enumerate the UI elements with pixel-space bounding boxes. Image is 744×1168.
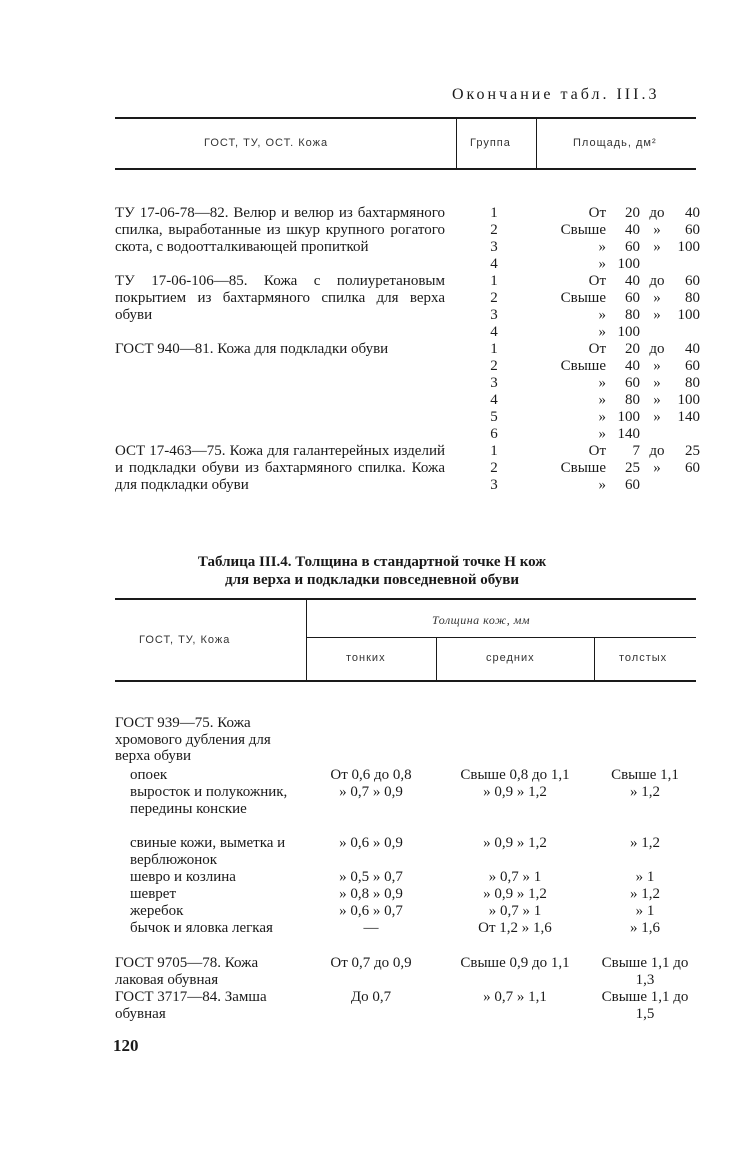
table1-to-cell: » (653, 375, 661, 391)
table2-thin-cell: От 0,7 до 0,9 (330, 955, 412, 971)
continuation-label: Окончание табл. III.3 (452, 86, 660, 103)
table2-header-medium: средних (486, 652, 535, 664)
table1-description: ТУ 17-06-78—82. Велюр и велюр из бахтармяного спилка, выработанные из шкур крупного рогатого скота, с водоотталкивающей пропиткой (115, 205, 445, 255)
table2-standard-label: ГОСТ 3717—84. Замша обувная (115, 989, 267, 1022)
table1-value-cell: 60 (625, 290, 640, 306)
table1-to-cell: » (653, 307, 661, 323)
table1-value-cell: 40 (625, 358, 640, 374)
table1-value-cell: 60 (685, 222, 700, 238)
table2-thick-cell: » 1,6 (630, 920, 660, 936)
table1-description: ГОСТ 940—81. Кожа для подкладки обуви (115, 341, 389, 357)
table2-top-rule (115, 598, 696, 600)
table1-value-cell: 60 (625, 375, 640, 391)
table1-from-cell: » (598, 409, 606, 425)
table1-value-cell: 80 (685, 290, 700, 306)
table2-thick-cell: » 1,2 (630, 835, 660, 851)
table1-value-cell: 140 (617, 426, 640, 442)
table2-header-gost: ГОСТ, ТУ, Кожа (139, 634, 231, 646)
table1-group-cell: 2 (490, 290, 498, 306)
table2-thin-cell: » 0,6 » 0,7 (339, 903, 403, 919)
table1-from-cell: » (598, 392, 606, 408)
table1-value-cell: 40 (625, 222, 640, 238)
table1-to-cell: » (653, 409, 661, 425)
table1-group-cell: 1 (490, 341, 498, 357)
table2-thin-cell: — (363, 920, 379, 936)
table1-from-cell: » (598, 307, 606, 323)
table1-value-cell: 40 (625, 273, 640, 289)
table2-thin-cell: До 0,7 (350, 989, 392, 1005)
table1-group-cell: 5 (490, 409, 498, 425)
table1-value-cell: 20 (625, 205, 640, 221)
table1-value-cell: 60 (625, 477, 640, 493)
table1-value-cell: 100 (617, 324, 640, 340)
table1-to-cell: до (649, 443, 665, 459)
table1-from-cell: От (588, 341, 606, 357)
table2-thick-cell: » 1,2 (630, 886, 660, 902)
table1-from-cell: Свыше (560, 290, 606, 306)
table1-from-cell: От (588, 205, 606, 221)
table1-group-cell: 4 (490, 256, 498, 272)
table1-value-cell: 80 (625, 392, 640, 408)
table2-thick-cell: » 1 (635, 869, 655, 885)
table1-from-cell: Свыше (560, 460, 606, 476)
table1-group-cell: 1 (490, 443, 498, 459)
table1-group-cell: 3 (490, 375, 498, 391)
table1-to-cell: » (653, 358, 661, 374)
table2-row-label: свиные кожи, выметка и верблюжонок (130, 835, 286, 868)
table2-medium-cell: » 0,9 » 1,2 (483, 835, 547, 851)
table1-value-cell: 25 (685, 443, 700, 459)
table1-from-cell: » (598, 256, 606, 272)
table1-value-cell: 100 (617, 256, 640, 272)
table1-top-rule (115, 117, 696, 119)
table2-thin-cell: » 0,5 » 0,7 (339, 869, 403, 885)
table1-header-gost: ГОСТ, ТУ, ОСТ. Кожа (204, 137, 329, 149)
table1-group-cell: 4 (490, 324, 498, 340)
table2-header-thick: толстых (619, 652, 668, 664)
table1-group-cell: 3 (490, 239, 498, 255)
table2-medium-cell: От 1,2 » 1,6 (478, 920, 552, 936)
table1-to-cell: до (649, 273, 665, 289)
table1-to-cell: до (649, 341, 665, 357)
table1-value-cell: 40 (685, 341, 700, 357)
table1-from-cell: » (598, 324, 606, 340)
table2-subheader-rule (306, 637, 696, 638)
table1-group-cell: 4 (490, 392, 498, 408)
table1-value-cell: 60 (685, 358, 700, 374)
table2-medium-cell: Свыше 0,8 до 1,1 (460, 767, 570, 783)
table1-description: ТУ 17-06-106—85. Кожа с полиуретановым покрытием из бахтармяного спилка для верха обуви (115, 273, 445, 323)
table1-value-cell: 60 (685, 460, 700, 476)
table1-from-cell: От (588, 443, 606, 459)
table2-row-label: бычок и яловка легкая (130, 920, 273, 936)
table1-from-cell: От (588, 273, 606, 289)
table2-medium-cell: » 0,9 » 1,2 (483, 784, 547, 800)
table1-header-rule (115, 168, 696, 170)
table2-thick-cell: Свыше 1,1 (611, 767, 679, 783)
table1-group-cell: 1 (490, 205, 498, 221)
table1-group-cell: 6 (490, 426, 498, 442)
table1-header-group: Группа (470, 137, 511, 149)
table1-from-cell: Свыше (560, 358, 606, 374)
table1-value-cell: 80 (625, 307, 640, 323)
table2-col-divider (594, 638, 595, 680)
table1-description: ОСТ 17-463—75. Кожа для галантерейных изделий и подкладки обуви из бахтармяного спилка. Кожа для подкладки обуви (115, 443, 445, 493)
table1-value-cell: 60 (685, 273, 700, 289)
table2-row-label: шевро и козлина (130, 869, 236, 885)
table1-to-cell: » (653, 392, 661, 408)
table1-to-cell: » (653, 290, 661, 306)
table1-value-cell: 80 (685, 375, 700, 391)
table1-group-cell: 3 (490, 307, 498, 323)
table2-standard-label: ГОСТ 9705—78. Кожа лаковая обувная (115, 955, 259, 988)
table2-medium-cell: » 0,7 » 1 (488, 903, 542, 919)
table1-group-cell: 3 (490, 477, 498, 493)
table2-header-thickness: Толщина кож, мм (432, 613, 531, 627)
table1-value-cell: 25 (625, 460, 640, 476)
table1-value-cell: 100 (677, 239, 700, 255)
table1-col-divider (456, 119, 457, 168)
table2-row-label: шеврет (130, 886, 177, 902)
table1-to-cell: » (653, 239, 661, 255)
table2-thick-cell: » 1 (635, 903, 655, 919)
table1-group-cell: 2 (490, 222, 498, 238)
table2-thin-cell: От 0,6 до 0,8 (330, 767, 412, 783)
table1-to-cell: » (653, 460, 661, 476)
table2-medium-cell: » 0,7 » 1,1 (483, 989, 547, 1005)
page-number: 120 (113, 1036, 139, 1055)
table2-title: Таблица III.4. Толщина в стандартной точке Н кож (197, 554, 547, 570)
table1-to-cell: до (649, 205, 665, 221)
table1-value-cell: 7 (632, 443, 640, 459)
table2-col-divider (436, 638, 437, 680)
table1-col-divider (536, 119, 537, 168)
table2-thick-cell: » 1,2 (630, 784, 660, 800)
table1-header-area: Площадь, дм² (573, 137, 657, 149)
table1-group-cell: 1 (490, 273, 498, 289)
table2-thick-cell: Свыше 1,1 до 1,3 (601, 955, 689, 988)
table2-row-label: жеребок (130, 903, 184, 919)
table2-col-divider (306, 600, 307, 680)
table2-thin-cell: » 0,6 » 0,9 (339, 835, 403, 851)
table2-subtitle: для верха и подкладки повседневной обуви (225, 572, 519, 588)
table2-row-label: выросток и полукожник, передины конские (130, 784, 288, 817)
table2-group-title: ГОСТ 939—75. Кожа хромового дубления для верха обуви (115, 715, 271, 764)
table2-medium-cell: » 0,9 » 1,2 (483, 886, 547, 902)
table2-medium-cell: Свыше 0,9 до 1,1 (460, 955, 570, 971)
table2-header-thin: тонких (346, 652, 386, 664)
table2-row-label: опоек (130, 767, 168, 783)
table1-to-cell: » (653, 222, 661, 238)
table1-from-cell: Свыше (560, 222, 606, 238)
table1-value-cell: 140 (677, 409, 700, 425)
table1-value-cell: 40 (685, 205, 700, 221)
table2-medium-cell: » 0,7 » 1 (488, 869, 542, 885)
table1-value-cell: 60 (625, 239, 640, 255)
table1-value-cell: 100 (617, 409, 640, 425)
table1-from-cell: » (598, 426, 606, 442)
table2-thin-cell: » 0,8 » 0,9 (339, 886, 403, 902)
table1-group-cell: 2 (490, 460, 498, 476)
table1-value-cell: 20 (625, 341, 640, 357)
table1-from-cell: » (598, 239, 606, 255)
table2-thick-cell: Свыше 1,1 до 1,5 (601, 989, 689, 1022)
table1-group-cell: 2 (490, 358, 498, 374)
table1-value-cell: 100 (677, 307, 700, 323)
table1-from-cell: » (598, 375, 606, 391)
table1-from-cell: » (598, 477, 606, 493)
table2-thin-cell: » 0,7 » 0,9 (339, 784, 403, 800)
table2-header-rule (115, 680, 696, 682)
table1-value-cell: 100 (677, 392, 700, 408)
